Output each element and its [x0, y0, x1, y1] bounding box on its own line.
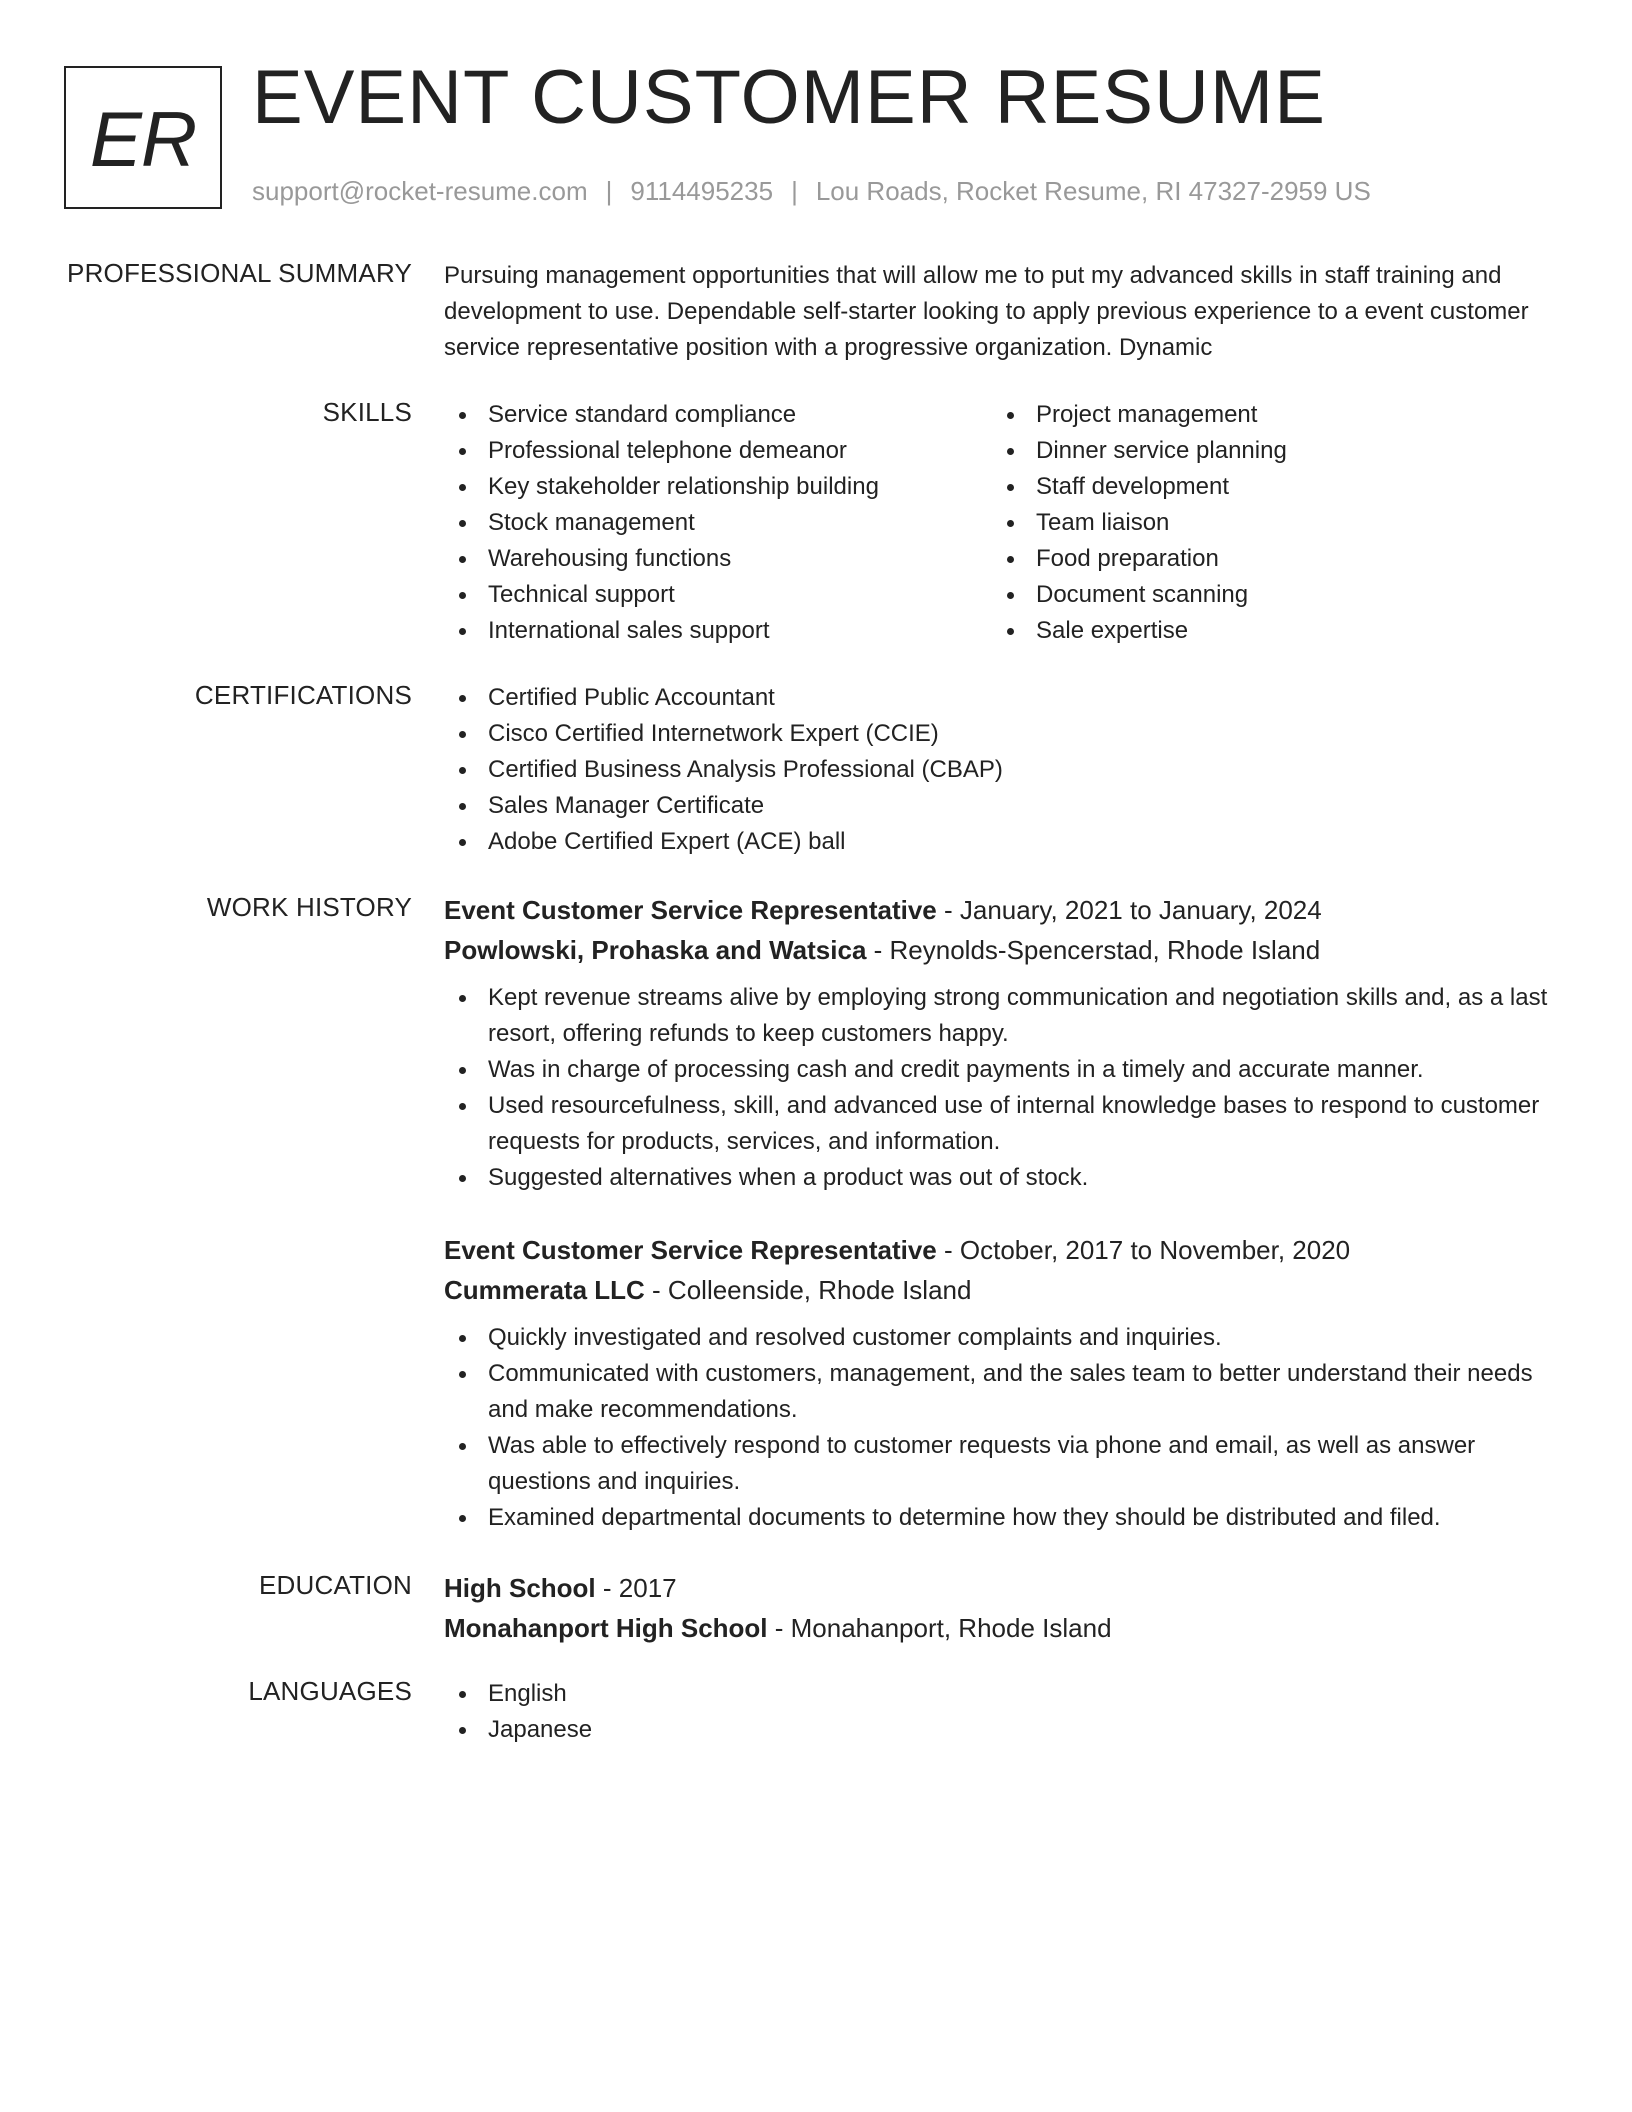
- job-bullet: Suggested alternatives when a product was out of stock.: [444, 1160, 1568, 1196]
- skills-list-left: [444, 397, 992, 649]
- skill-item: Food preparation: [992, 541, 1540, 577]
- education-degree: High School: [444, 1573, 596, 1603]
- job-dates: - January, 2021 to January, 2024: [936, 895, 1322, 925]
- skills-label: SKILLS: [322, 397, 412, 427]
- job-bullet: Was in charge of processing cash and credit payments in a timely and accurate manner.: [444, 1052, 1568, 1088]
- job-bullet: Communicated with customers, management, and the sales team to better understand their needs and make recommendations.: [444, 1356, 1568, 1428]
- skill-item: Stock management: [444, 505, 992, 541]
- skill-item: International sales support: [444, 613, 992, 649]
- certification-item: Certified Business Analysis Professional (CBAP): [444, 752, 1568, 788]
- monogram-box: [64, 66, 222, 209]
- job-title-line: [444, 890, 1568, 930]
- skill-item: Project management: [992, 397, 1540, 433]
- skill-item: Key stakeholder relationship building: [444, 469, 992, 505]
- languages-list: [444, 1676, 1568, 1748]
- skill-item: Professional telephone demeanor: [444, 433, 992, 469]
- education-school-line: [444, 1608, 1568, 1648]
- skill-item: Technical support: [444, 577, 992, 613]
- contact-email: support@rocket-resume.com: [252, 176, 588, 206]
- job-title: Event Customer Service Representative: [444, 895, 937, 925]
- job-title-line: [444, 1230, 1568, 1270]
- certification-item: Certified Public Accountant: [444, 680, 1568, 716]
- contact-line: [252, 176, 1371, 207]
- job-bullet: Was able to effectively respond to customer requests via phone and email, as well as answer questions and inquiries.: [444, 1428, 1568, 1500]
- summary-text: Pursuing management opportunities that will allow me to put my advanced skills in staff training and development to use. Dependable self-starter looking to apply previous experience to a event customer service representative position with a progressive organization. Dynamic: [444, 262, 1529, 361]
- education-label: EDUCATION: [259, 1570, 412, 1600]
- job-location: - Reynolds-Spencerstad, Rhode Island: [866, 935, 1321, 965]
- education-body: [444, 1568, 1568, 1648]
- education-degree-line: [444, 1568, 1568, 1608]
- education-location: - Monahanport, Rhode Island: [767, 1613, 1112, 1643]
- skill-item: Dinner service planning: [992, 433, 1540, 469]
- job-bullets: [444, 1320, 1568, 1536]
- summary-label: PROFESSIONAL SUMMARY: [67, 258, 412, 288]
- skill-item: Team liaison: [992, 505, 1540, 541]
- resume-title: EVENT CUSTOMER RESUME: [252, 55, 1326, 140]
- language-item: English: [444, 1676, 1568, 1712]
- certification-item: Cisco Certified Internetwork Expert (CCIE): [444, 716, 1568, 752]
- languages-body: [444, 1676, 1568, 1748]
- skill-item: Staff development: [992, 469, 1540, 505]
- job-dates: - October, 2017 to November, 2020: [936, 1235, 1351, 1265]
- certification-item: Adobe Certified Expert (ACE) ball: [444, 824, 1568, 860]
- education-year: - 2017: [595, 1573, 677, 1603]
- job-company: Cummerata LLC: [444, 1275, 645, 1305]
- language-item: Japanese: [444, 1712, 1568, 1748]
- skills-list-right: [992, 397, 1540, 649]
- job-company-line: [444, 930, 1568, 970]
- job-company: Powlowski, Prohaska and Watsica: [444, 935, 867, 965]
- contact-phone: 9114495235: [630, 176, 774, 206]
- certifications-list: [444, 680, 1568, 860]
- skill-item: Warehousing functions: [444, 541, 992, 577]
- job-location: - Colleenside, Rhode Island: [644, 1275, 972, 1305]
- skills-grid: [444, 397, 1568, 649]
- skill-item: Sale expertise: [992, 613, 1540, 649]
- education-school: Monahanport High School: [444, 1613, 768, 1643]
- contact-separator: |: [605, 176, 613, 206]
- certification-item: Sales Manager Certificate: [444, 788, 1568, 824]
- job-bullet: Quickly investigated and resolved customer complaints and inquiries.: [444, 1320, 1568, 1356]
- certifications-label: CERTIFICATIONS: [194, 680, 412, 710]
- contact-address: Lou Roads, Rocket Resume, RI 47327-2959 US: [815, 176, 1371, 206]
- job-company-line: [444, 1270, 1568, 1310]
- monogram-initials: ER: [89, 94, 197, 183]
- job-bullets: [444, 980, 1568, 1196]
- languages-label: LANGUAGES: [248, 1676, 412, 1706]
- skill-item: Document scanning: [992, 577, 1540, 613]
- certifications-body: [444, 680, 1568, 860]
- job-bullet: Kept revenue streams alive by employing strong communication and negotiation skills and, as a last resort, offering refunds to keep customers happy.: [444, 980, 1568, 1052]
- job-bullet: Used resourcefulness, skill, and advanced use of internal knowledge bases to respond to customer requests for products, services, and information.: [444, 1088, 1568, 1160]
- work-history-label: WORK HISTORY: [206, 892, 412, 922]
- job-entry: [444, 890, 1568, 1196]
- job-bullet: Examined departmental documents to determine how they should be distributed and filed.: [444, 1500, 1568, 1536]
- job-title: Event Customer Service Representative: [444, 1235, 937, 1265]
- contact-separator: |: [791, 176, 798, 206]
- skill-item: Service standard compliance: [444, 397, 992, 433]
- job-entry: [444, 1230, 1568, 1536]
